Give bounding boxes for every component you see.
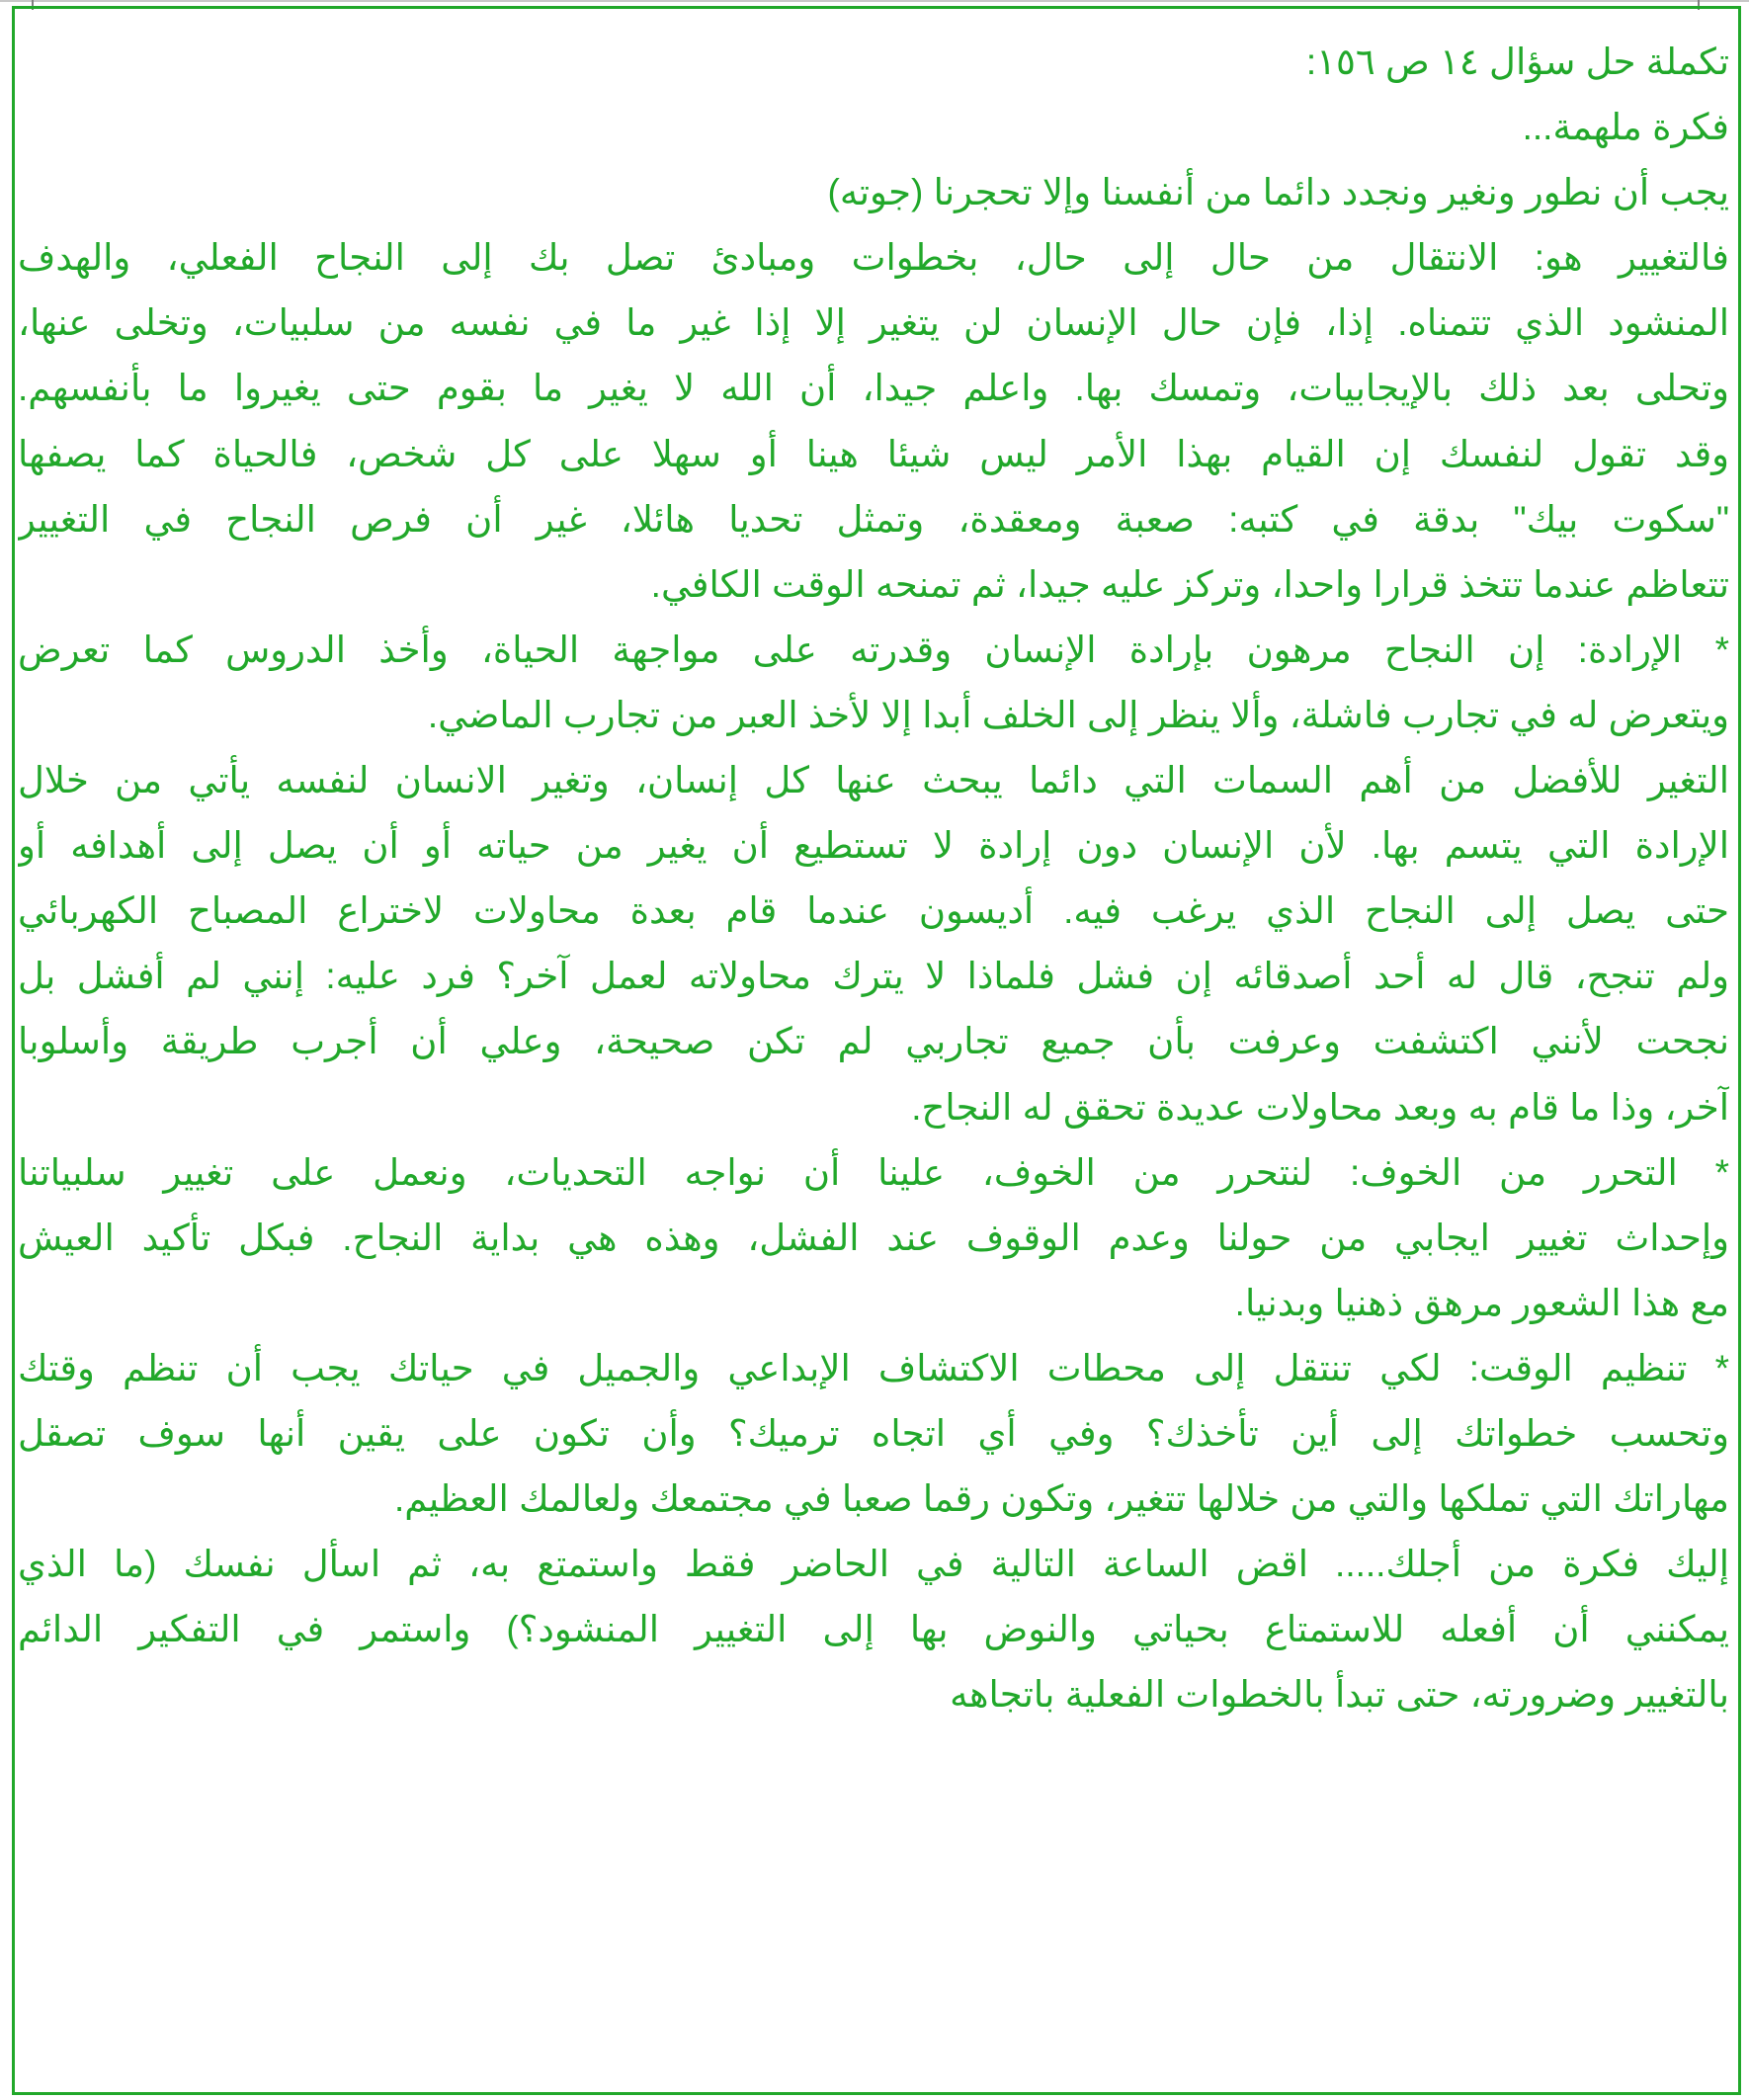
text-line: * الإرادة: إن النجاح مرهون بإرادة الإنسان وقدرته على مواجهة الحياة، وأخذ الدروس كما تعرض [18, 629, 1729, 670]
text-line: وقد تقول لنفسك إن القيام بهذا الأمر ليس شيئا هينا أو سهلا على كل شخص، فالحياة كما يصفها [18, 433, 1729, 474]
text-line: المنشود الذي تتمناه. إذا، فإن حال الإنسان لن يتغير إلا إذا غير ما في نفسه من سلبيات، وتخلى عنها، [18, 302, 1729, 344]
text-line: * التحرر من الخوف: لنتحرر من الخوف، علينا أن نواجه التحديات، ونعمل على تغيير سلبياتنا [18, 1151, 1729, 1193]
text-line: ويتعرض له في تجارب فاشلة، وألا ينظر إلى الخلف أبدا إلا لأخذ العبر من تجارب الماضي. [427, 694, 1729, 735]
text-line: التغير للأفضل من أهم السمات التي دائما يبحث عنها كل إنسان، وتغير الانسان لنفسه يأتي من خلال [18, 760, 1729, 801]
top-page-rule [0, 0, 1749, 2]
text-line: ولم تنجح، قال له أحد أصدقائه إن فشل فلماذا لا يترك محاولاته لعمل آخر؟ فرد عليه: إنني لم أفشل بل [18, 956, 1729, 997]
text-line: نجحت لأنني اكتشفت وعرفت بأن جميع تجاربي لم تكن صحيحة، وعلي أن أجرب طريقة وأسلوبا [18, 1021, 1729, 1062]
text-line: وتحلى بعد ذلك بالإيجابيات، وتمسك بها. واعلم جيدا، أن الله لا يغير ما بقوم حتى يغيروا ما بأنفسهم. [18, 368, 1729, 409]
text-line: حتى يصل إلى النجاح الذي يرغب فيه. أديسون عندما قام بعدة محاولات لاختراع المصباح الكهربائي [18, 890, 1729, 932]
text-line: الإرادة التي يتسم بها. لأن الإنسان دون إرادة لا تستطيع أن يغير من حياته أو أن يصل إلى أهدافه أو [18, 825, 1729, 867]
text-line: إليك فكرة من أجلك..... اقض الساعة التالية في الحاضر فقط واستمتع به، ثم اسأل نفسك (ما الذي [18, 1544, 1729, 1585]
text-line: مع هذا الشعور مرهق ذهنيا وبدنيا. [1234, 1282, 1729, 1323]
text-line: آخر، وذا ما قام به وبعد محاولات عديدة تحقق له النجاح. [911, 1086, 1729, 1128]
text-line: تكملة حل سؤال ١٤ ص ١٥٦: [1305, 42, 1729, 82]
text-line: يجب أن نطور ونغير ونجدد دائما من أنفسنا وإلا تحجرنا (جوته) [827, 172, 1729, 213]
text-line: "سكوت بيك" بدقة في كتبه: صعبة ومعقدة، وتمثل تحديا هائلا، غير أن فرص النجاح في التغيير [18, 498, 1729, 540]
text-line: مهاراتك التي تملكها والتي من خلالها تتغير، وتكون رقما صعبا في مجتمعك ولعالمك العظيم. [393, 1478, 1729, 1520]
text-line: وإحداث تغيير ايجابي من حولنا وعدم الوقوف عند الفشل، وهذه هي بداية النجاح. فبكل تأكيد العيش [18, 1217, 1729, 1258]
text-line: فالتغيير هو: الانتقال من حال إلى حال، بخطوات ومبادئ تصل بك إلى النجاح الفعلي، والهدف [18, 237, 1729, 279]
text-line: بالتغيير وضرورته، حتى تبدأ بالخطوات الفعلية باتجاهه [950, 1674, 1729, 1716]
text-line: فكرة ملهمة... [1522, 107, 1729, 148]
text-line: تتعاظم عندما تتخذ قرارا واحدا، وتركز عليه جيدا، ثم تمنحه الوقت الكافي. [650, 563, 1729, 605]
text-line: * تنظيم الوقت: لكي تنتقل إلى محطات الاكتشاف الإبداعي والجميل في حياتك يجب أن تنظم وقتك [18, 1347, 1729, 1388]
document-body [18, 30, 1729, 1727]
text-line: وتحسب خطواتك إلى أين تأخذك؟ وفي أي اتجاه ترميك؟ وأن تكون على يقين أنها سوف تصقل [18, 1412, 1729, 1454]
text-line: يمكنني أن أفعله للاستمتاع بحياتي والنوض بها إلى التغيير المنشود؟) واستمر في التفكير الدائم [18, 1609, 1729, 1650]
